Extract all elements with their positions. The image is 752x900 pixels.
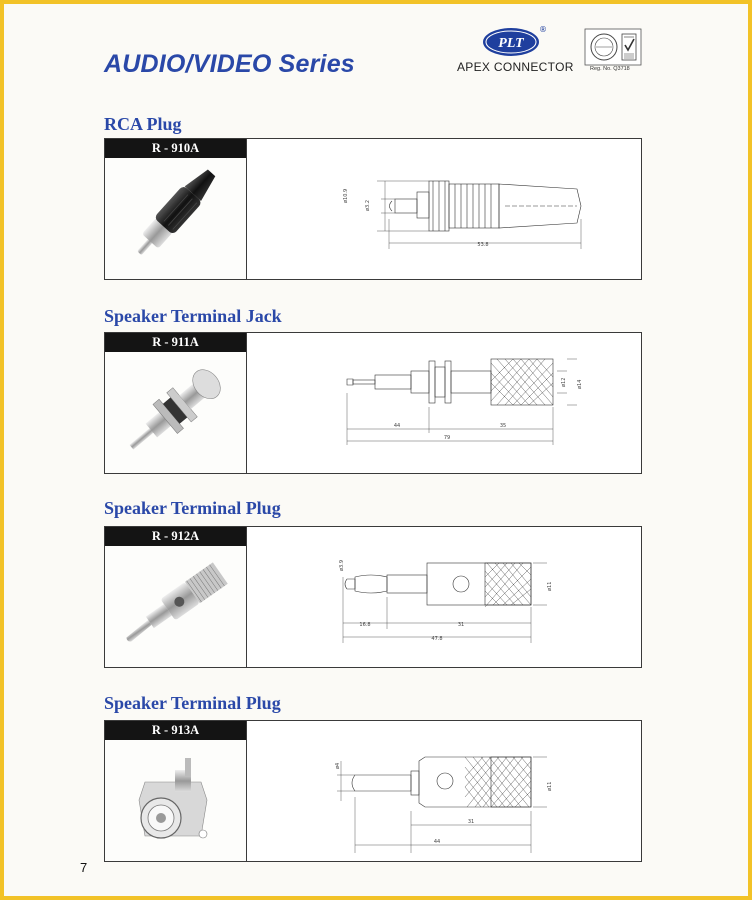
registered-mark: ® xyxy=(539,25,547,34)
model-label: R - 913A xyxy=(105,721,246,740)
plt-logo xyxy=(481,24,547,58)
dimension-length-front: 44 xyxy=(393,423,401,429)
product-photo-column xyxy=(105,527,247,667)
product-panel-r-912a xyxy=(104,526,642,668)
product-photo-column xyxy=(105,721,247,861)
dimension-body-diameter: ø11 xyxy=(547,781,553,791)
rca-plug-photo xyxy=(105,158,246,279)
certificate-registration: Reg. No. Q3718 xyxy=(590,66,630,72)
section-title-rca-plug: RCA Plug xyxy=(104,114,182,134)
dimension-length-total: 79 xyxy=(443,435,451,441)
model-label: R - 911A xyxy=(105,333,246,352)
section-title-speaker-terminal-plug: Speaker Terminal Plug xyxy=(104,498,281,518)
product-photo-column xyxy=(105,333,247,473)
speaker-jack-photo xyxy=(105,352,246,473)
dimension-length: 53.8 xyxy=(477,242,489,248)
speaker-jack-technical-drawing xyxy=(247,333,641,473)
socket-plug-technical-drawing xyxy=(247,721,641,861)
dimension-length-rear: 35 xyxy=(499,423,507,429)
rca-plug-technical-drawing xyxy=(247,139,641,279)
speaker-plug-photo xyxy=(105,546,246,667)
dimension-pin-length: 16.8 xyxy=(359,622,371,628)
dimension-length-total: 47.8 xyxy=(431,636,443,642)
product-panel-r-913a xyxy=(104,720,642,862)
dimension-pin-diameter: ø4 xyxy=(335,762,341,769)
speaker-plug-technical-drawing xyxy=(247,527,641,667)
panel-socket-photo xyxy=(105,740,246,861)
dimension-diameter-outer: ø14 xyxy=(577,379,583,389)
dimension-body-diameter: ø11 xyxy=(547,581,553,591)
product-panel-r-910a xyxy=(104,138,642,280)
dimension-length-total: 44 xyxy=(433,839,441,845)
dimension-diameter-outer: ø10.9 xyxy=(343,188,349,203)
series-title: AUDIO/VIDEO Series xyxy=(104,50,355,78)
iso-certificate-badge xyxy=(584,28,642,66)
dimension-pin-diameter: ø3.9 xyxy=(339,559,345,571)
section-title-speaker-terminal-jack: Speaker Terminal Jack xyxy=(104,306,282,326)
page-number: 7 xyxy=(80,860,88,875)
product-panel-r-911a xyxy=(104,332,642,474)
model-label: R - 912A xyxy=(105,527,246,546)
dimension-diameter-pin: ø3.2 xyxy=(365,199,371,211)
model-label: R - 910A xyxy=(105,139,246,158)
dimension-diameter-inner: ø12 xyxy=(561,377,567,387)
brand-name: APEX CONNECTOR xyxy=(457,60,574,74)
product-photo-column xyxy=(105,139,247,279)
section-title-speaker-terminal-plug-2: Speaker Terminal Plug xyxy=(104,693,281,713)
plt-logo-text: PLT xyxy=(498,36,524,51)
dimension-body-length: 31 xyxy=(467,819,475,825)
dimension-body-length: 31 xyxy=(457,622,465,628)
